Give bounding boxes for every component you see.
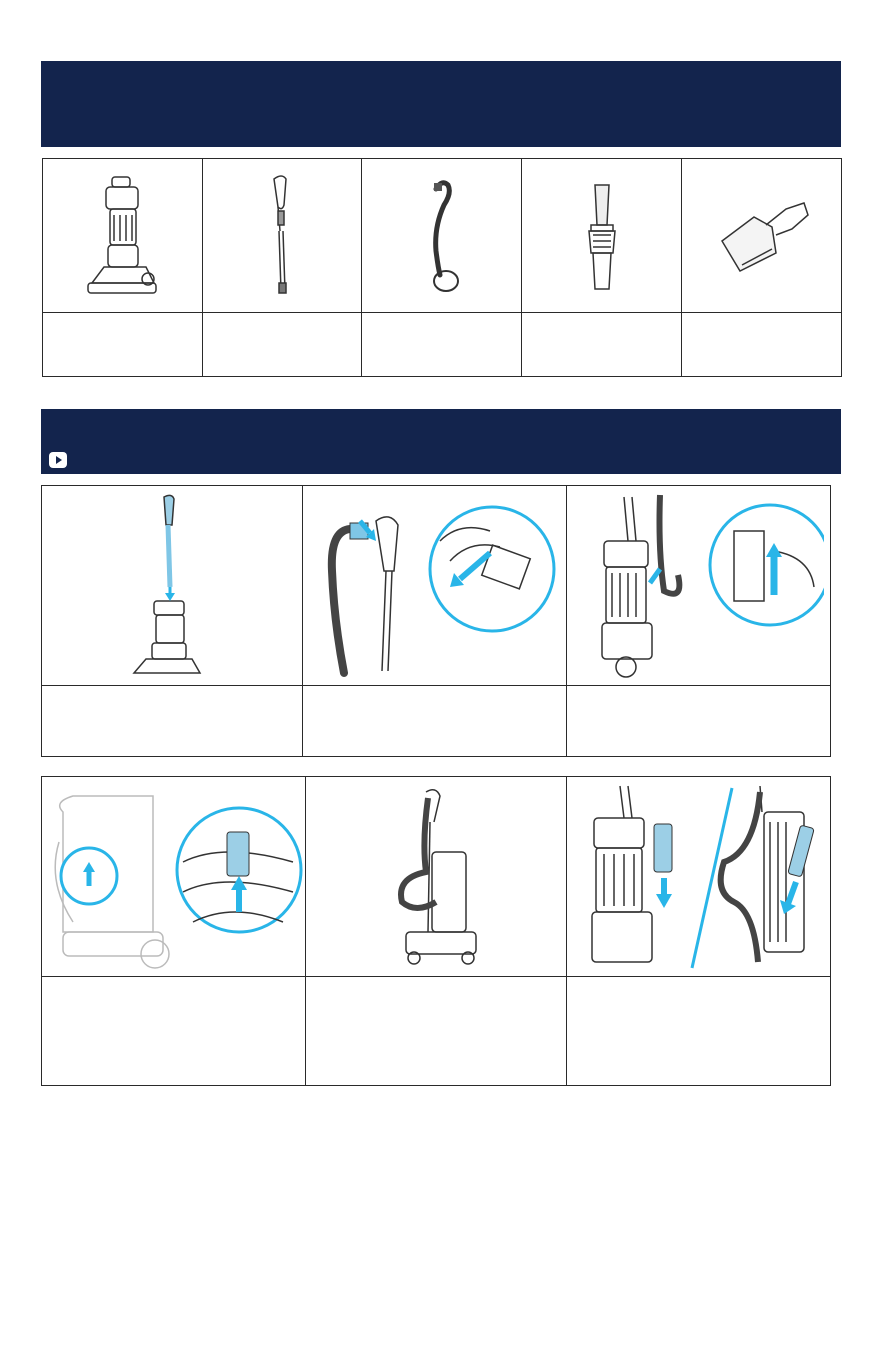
step-caption-1 — [42, 686, 303, 757]
insert-handle-illustration — [112, 491, 232, 681]
part-caption-vacuum — [43, 313, 203, 377]
assembly-steps-row-2 — [41, 776, 831, 1086]
step-cell-4 — [42, 777, 306, 977]
assembly-steps-row-1 — [41, 485, 831, 757]
wrap-hose-illustration — [376, 782, 496, 972]
step-cell-2 — [303, 486, 567, 686]
connect-hose-to-base-illustration — [574, 491, 824, 681]
step-caption-4 — [42, 977, 306, 1086]
hose-icon — [412, 171, 472, 301]
handle-wand-icon — [252, 171, 312, 301]
step-caption-5 — [305, 977, 566, 1086]
part-caption-crevice — [522, 313, 682, 377]
part-caption-hose — [362, 313, 522, 377]
store-accessories-illustration — [574, 782, 824, 972]
step-cell-3 — [567, 486, 831, 686]
pet-tool-icon — [706, 191, 816, 281]
part-cell-vacuum — [43, 159, 203, 313]
attach-hose-to-handle-illustration — [310, 491, 560, 681]
secure-hose-clip-illustration — [43, 782, 303, 972]
step-caption-2 — [303, 686, 567, 757]
part-cell-crevice — [522, 159, 682, 313]
part-cell-pet-tool — [681, 159, 841, 313]
vacuum-unit-icon — [82, 171, 162, 301]
part-cell-handle — [202, 159, 362, 313]
crevice-tool-icon — [571, 171, 631, 301]
step-cell-1 — [42, 486, 303, 686]
play-video-icon[interactable] — [48, 451, 68, 469]
step-cell-5 — [305, 777, 566, 977]
parts-table — [42, 158, 842, 377]
part-cell-hose — [362, 159, 522, 313]
step-caption-3 — [567, 686, 831, 757]
step-caption-6 — [567, 977, 831, 1086]
assembly-banner — [41, 409, 841, 474]
step-cell-6 — [567, 777, 831, 977]
parts-banner — [41, 61, 841, 147]
part-caption-pet-tool — [681, 313, 841, 377]
part-caption-handle — [202, 313, 362, 377]
